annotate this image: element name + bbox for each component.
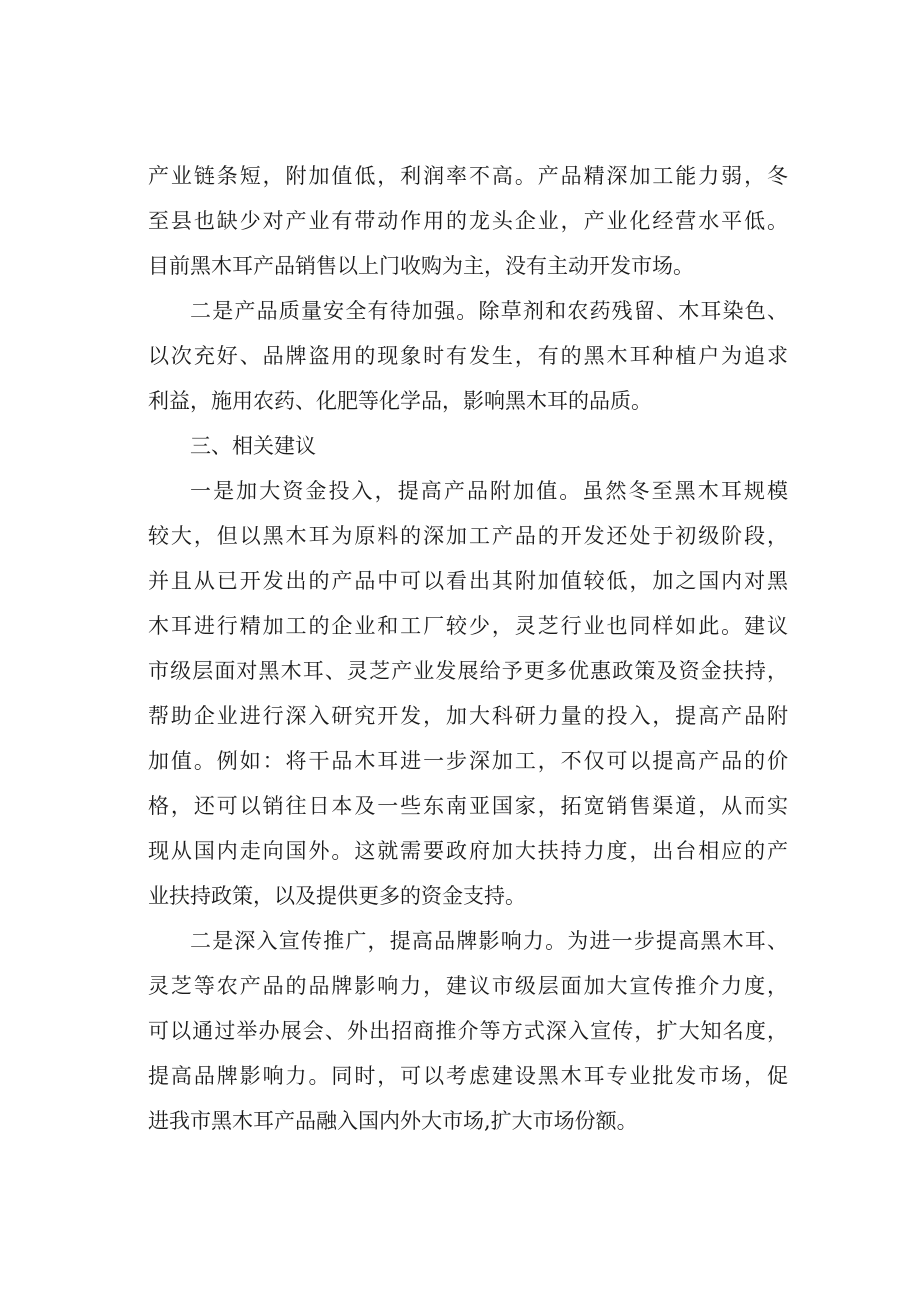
paragraph-quality-safety: [148, 289, 788, 424]
paragraph-industry-chain: [148, 154, 788, 289]
text-line: 进我市黑木耳产品融入国内外大市场,扩大市场份额。: [148, 1109, 638, 1133]
paragraph-brand-promotion: [148, 919, 788, 1144]
text-line: 并且从已开发出的产品中可以看出其附加值较低，加之国内对黑: [148, 569, 788, 593]
paragraph-funding-investment: [148, 469, 788, 919]
text-line: 一是加大资金投入，提高产品附加值。虽然冬至黑木耳规模: [190, 479, 788, 503]
text-line: 较大，但以黑木耳为原料的深加工产品的开发还处于初级阶段，: [148, 524, 788, 548]
text-line: 利益，施用农药、化肥等化学品，影响黑木耳的品质。: [148, 389, 652, 413]
text-line: 至县也缺少对产业有带动作用的龙头企业，产业化经营水平低。: [148, 209, 788, 233]
text-line: 加值。例如：将干品木耳进一步深加工，不仅可以提高产品的价: [148, 749, 788, 773]
text-line: 格，还可以销往日本及一些东南亚国家，拓宽销售渠道，从而实: [148, 794, 788, 818]
text-line: 木耳进行精加工的企业和工厂较少，灵芝行业也同样如此。建议: [148, 614, 788, 638]
text-line: 二是深入宣传推广，提高品牌影响力。为进一步提高黑木耳、: [190, 929, 788, 953]
text-line: 二是产品质量安全有待加强。除草剂和农药残留、木耳染色、: [190, 299, 788, 323]
text-line: 以次充好、品牌盗用的现象时有发生，有的黑木耳种植户为追求: [148, 344, 788, 368]
text-line: 目前黑木耳产品销售以上门收购为主，没有主动开发市场。: [148, 254, 694, 278]
text-line: 可以通过举办展会、外出招商推介等方式深入宣传，扩大知名度，: [148, 1019, 788, 1043]
text-line: 灵芝等农产品的品牌影响力，建议市级层面加大宣传推介力度，: [148, 974, 788, 998]
text-line: 帮助企业进行深入研究开发，加大科研力量的投入，提高产品附: [148, 704, 788, 728]
text-line: 现从国内走向国外。这就需要政府加大扶持力度，出台相应的产: [148, 839, 788, 863]
text-line: 业扶持政策，以及提供更多的资金支持。: [148, 884, 526, 908]
text-line: 产业链条短，附加值低，利润率不高。产品精深加工能力弱，冬: [148, 164, 788, 188]
text-line: 提高品牌影响力。同时，可以考虑建设黑木耳专业批发市场，促: [148, 1064, 788, 1088]
document-body: [148, 154, 788, 1144]
text-line: 市级层面对黑木耳、灵芝产业发展给予更多优惠政策及资金扶持，: [148, 659, 788, 683]
section-heading: 三、相关建议: [190, 434, 316, 458]
